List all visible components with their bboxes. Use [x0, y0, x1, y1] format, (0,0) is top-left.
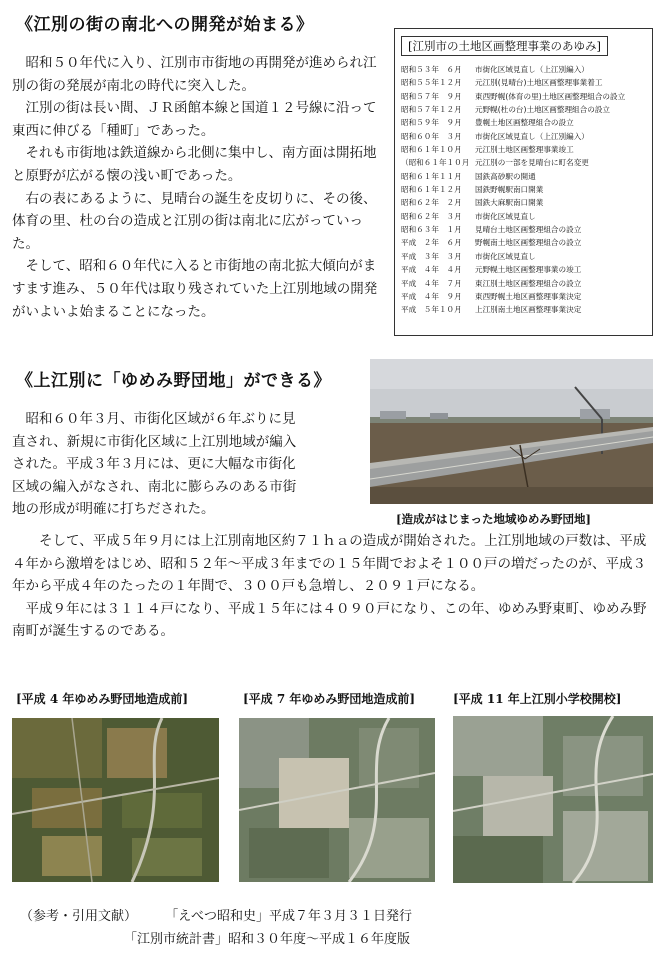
timeline-event: 東西野幌(体育の里)土地区画整理組合の設立 [475, 91, 626, 101]
timeline-date: 平成 ４年 ７月 [401, 278, 462, 288]
aerial-caption-1999: [平成 11 年上江別小学校開校] [453, 692, 622, 706]
section1-paragraph: それも市街地は鉄道線から北側に集中し、南方面は開拓地と原野が広がる懐の浅い町であった。 [12, 145, 377, 184]
timeline-event: 国鉄高砂駅の開通 [475, 171, 536, 181]
timeline-row [401, 156, 646, 169]
timeline-row [401, 196, 646, 209]
timeline-date: 昭和６２年 ３月 [401, 211, 462, 221]
section2-paragraph: 平成９年には３１１４戸になり、平成１５年には４０９０戸になり、この年、ゆめみ野東町、ゆめみ野南町が誕生するのである。 [12, 600, 647, 640]
timeline-row [401, 116, 646, 129]
timeline-event: 市街化区域見直し（上江別編入） [475, 131, 589, 141]
timeline-title: [江別市の土地区画整理事業のあゆみ] [401, 36, 608, 56]
timeline-date: （昭和６１年１０月 [401, 158, 470, 168]
section1-paragraph: 江別の街は長い間、ＪＲ函館本線と国道１２号線に沿って東西に伸びる「種町」であった。 [12, 100, 377, 139]
timeline-date: 昭和６１年１１月 [401, 171, 462, 181]
timeline-date: 昭和５９年 ９月 [401, 118, 462, 128]
timeline-date: 昭和５７年 ９月 [401, 91, 462, 101]
aerial-image-1995 [239, 718, 435, 882]
timeline-row [401, 250, 646, 263]
timeline-row [401, 263, 646, 276]
references [20, 906, 412, 927]
timeline-event: 上江別南土地区画整理事業決定 [475, 305, 582, 315]
timeline-date: 昭和５３年 ６月 [401, 65, 462, 74]
timeline-event: 豊幌土地区画整理組合の設立 [475, 118, 574, 128]
timeline-row [401, 236, 646, 249]
timeline-row [401, 277, 646, 290]
timeline-date: 平成 ４年 ９月 [401, 291, 462, 301]
section2-narrow-body [12, 408, 372, 521]
timeline-date: 平成 ５年１０月 [401, 305, 462, 315]
timeline-row [401, 290, 646, 303]
timeline-event: 市街化区域見直し [475, 211, 536, 221]
timeline-event: 国鉄大麻駅南口開業 [475, 198, 544, 208]
timeline-row [401, 90, 646, 103]
timeline-date: 平成 ２年 ６月 [401, 238, 462, 248]
timeline-row [401, 170, 646, 183]
aerial-caption-1992: [平成 4 年ゆめみ野団地造成前] [16, 692, 189, 706]
aerial-photo-1999 [453, 716, 653, 883]
aerial-photo-1995 [239, 718, 435, 882]
section1-heading: 《江別の街の南北への開発が始まる》 [16, 15, 314, 35]
construction-site-image [370, 359, 653, 504]
section1-paragraph: 昭和５０年代に入り、江別市市街地の再開発が進められ江別の街の発展が南北の時代に突入した。 [12, 55, 377, 94]
timeline-event: 元野幌(杜の台)土地区画整理組合の設立 [475, 105, 611, 115]
timeline-row [401, 223, 646, 236]
timeline-date: 昭和６１年１２月 [401, 185, 462, 195]
references-label: （参考・引用文献） [20, 909, 138, 924]
timeline-row [401, 130, 646, 143]
photo-caption: [造成がはじまった地域ゆめみ野団地] [396, 512, 591, 526]
aerial-photo-1992 [12, 718, 219, 882]
timeline-row [401, 303, 646, 316]
timeline-row [401, 183, 646, 196]
aerial-image-1992 [12, 718, 219, 882]
section2-line: 区域の編入がなされ、南北に膨らみのある市街 [12, 478, 297, 495]
timeline-date: 昭和６２年 ２月 [401, 198, 462, 208]
timeline-date: 昭和５５年１２月 [401, 78, 462, 88]
aerial-caption-1995: [平成 7 年ゆめみ野団地造成前] [243, 692, 416, 706]
timeline-event: 見晴台土地区画整理組合の設立 [475, 225, 582, 235]
timeline-date: 昭和６３年 １月 [401, 225, 462, 235]
timeline-row [401, 76, 646, 89]
timeline-date: 平成 ４年 ４月 [401, 265, 462, 275]
timeline-event: 野幌南土地区画整理組合の設立 [475, 238, 582, 248]
timeline-date: 昭和６０年 ３月 [401, 131, 462, 141]
section2-line: 昭和６０年３月、市街化区域が６年ぶりに見 [25, 411, 296, 427]
timeline-event: 国鉄野幌駅南口開業 [475, 185, 544, 195]
timeline-row [401, 210, 646, 223]
timeline-event: 東江別土地区画整理組合の設立 [475, 278, 582, 288]
timeline-date: 昭和５７年１２月 [401, 105, 462, 115]
timeline-event: 元江別(見晴台)土地区画整理事業着工 [475, 78, 603, 88]
timeline-date: 昭和６１年１０月 [401, 145, 462, 155]
section1-body [12, 52, 386, 323]
section1-paragraph: 右の表にあるように、見晴台の誕生を皮切りに、その後、体育の里、杜の台の造成と江別の街は南北に広がっていった。 [12, 190, 377, 252]
timeline-event: 元野幌土地区画整理事業の竣工 [475, 265, 582, 275]
section2-line: 直され、新規に市街化区域に上江別地域が編入 [12, 433, 297, 450]
timeline-event: 市街化区域見直し [475, 251, 536, 261]
timeline-rows [401, 63, 646, 317]
timeline-row [401, 63, 646, 76]
timeline-date: 平成 ３年 ３月 [401, 251, 462, 261]
aerial-image-1999 [453, 716, 653, 883]
timeline-event: 元江別土地区画整理事業竣工 [475, 145, 574, 155]
timeline-row [401, 103, 646, 116]
section2-line: された。平成３年３月には、更に大幅な市街化 [12, 456, 296, 473]
section2-full-body [12, 530, 655, 643]
timeline-event: 東西野幌土地区画整理事業決定 [475, 291, 582, 301]
section2-heading: 《上江別に「ゆめみ野団地」ができる》 [16, 371, 331, 391]
reference-2: 「江別市統計書」昭和３０年度〜平成１６年度版 [124, 932, 411, 947]
timeline-event: 市街化区域見直し（上江別編入） [475, 65, 589, 74]
section2-line: 地の形成が明確に打ちだされた。 [12, 501, 215, 518]
section1-paragraph: そして、昭和６０年代に入ると市街地の南北拡大傾向がますます進み、５０年代は取り残されていた上江別地域の開発がいよいよ始まることになった。 [12, 258, 378, 320]
timeline-event: 元江別の一部を見晴台に町名変更 [475, 158, 589, 168]
reference-1: 「えべつ昭和史」平成７年３月３１日発行 [165, 909, 413, 924]
section2-paragraph: そして、平成５年９月には上江別南地区約７１ｈａの造成が開始された。上江別地域の戸数は、平成４年から激増をはじめ、昭和５２年〜平成３年までの１５年間でおよそ１００戸の増だったのが、平成３年から平成４年のたったの１年間で、３００戸も急増し、２０９１戸になる。 [12, 533, 647, 595]
timeline-row [401, 143, 646, 156]
yumemino-construction-photo [370, 359, 653, 504]
timeline-table [394, 28, 653, 336]
